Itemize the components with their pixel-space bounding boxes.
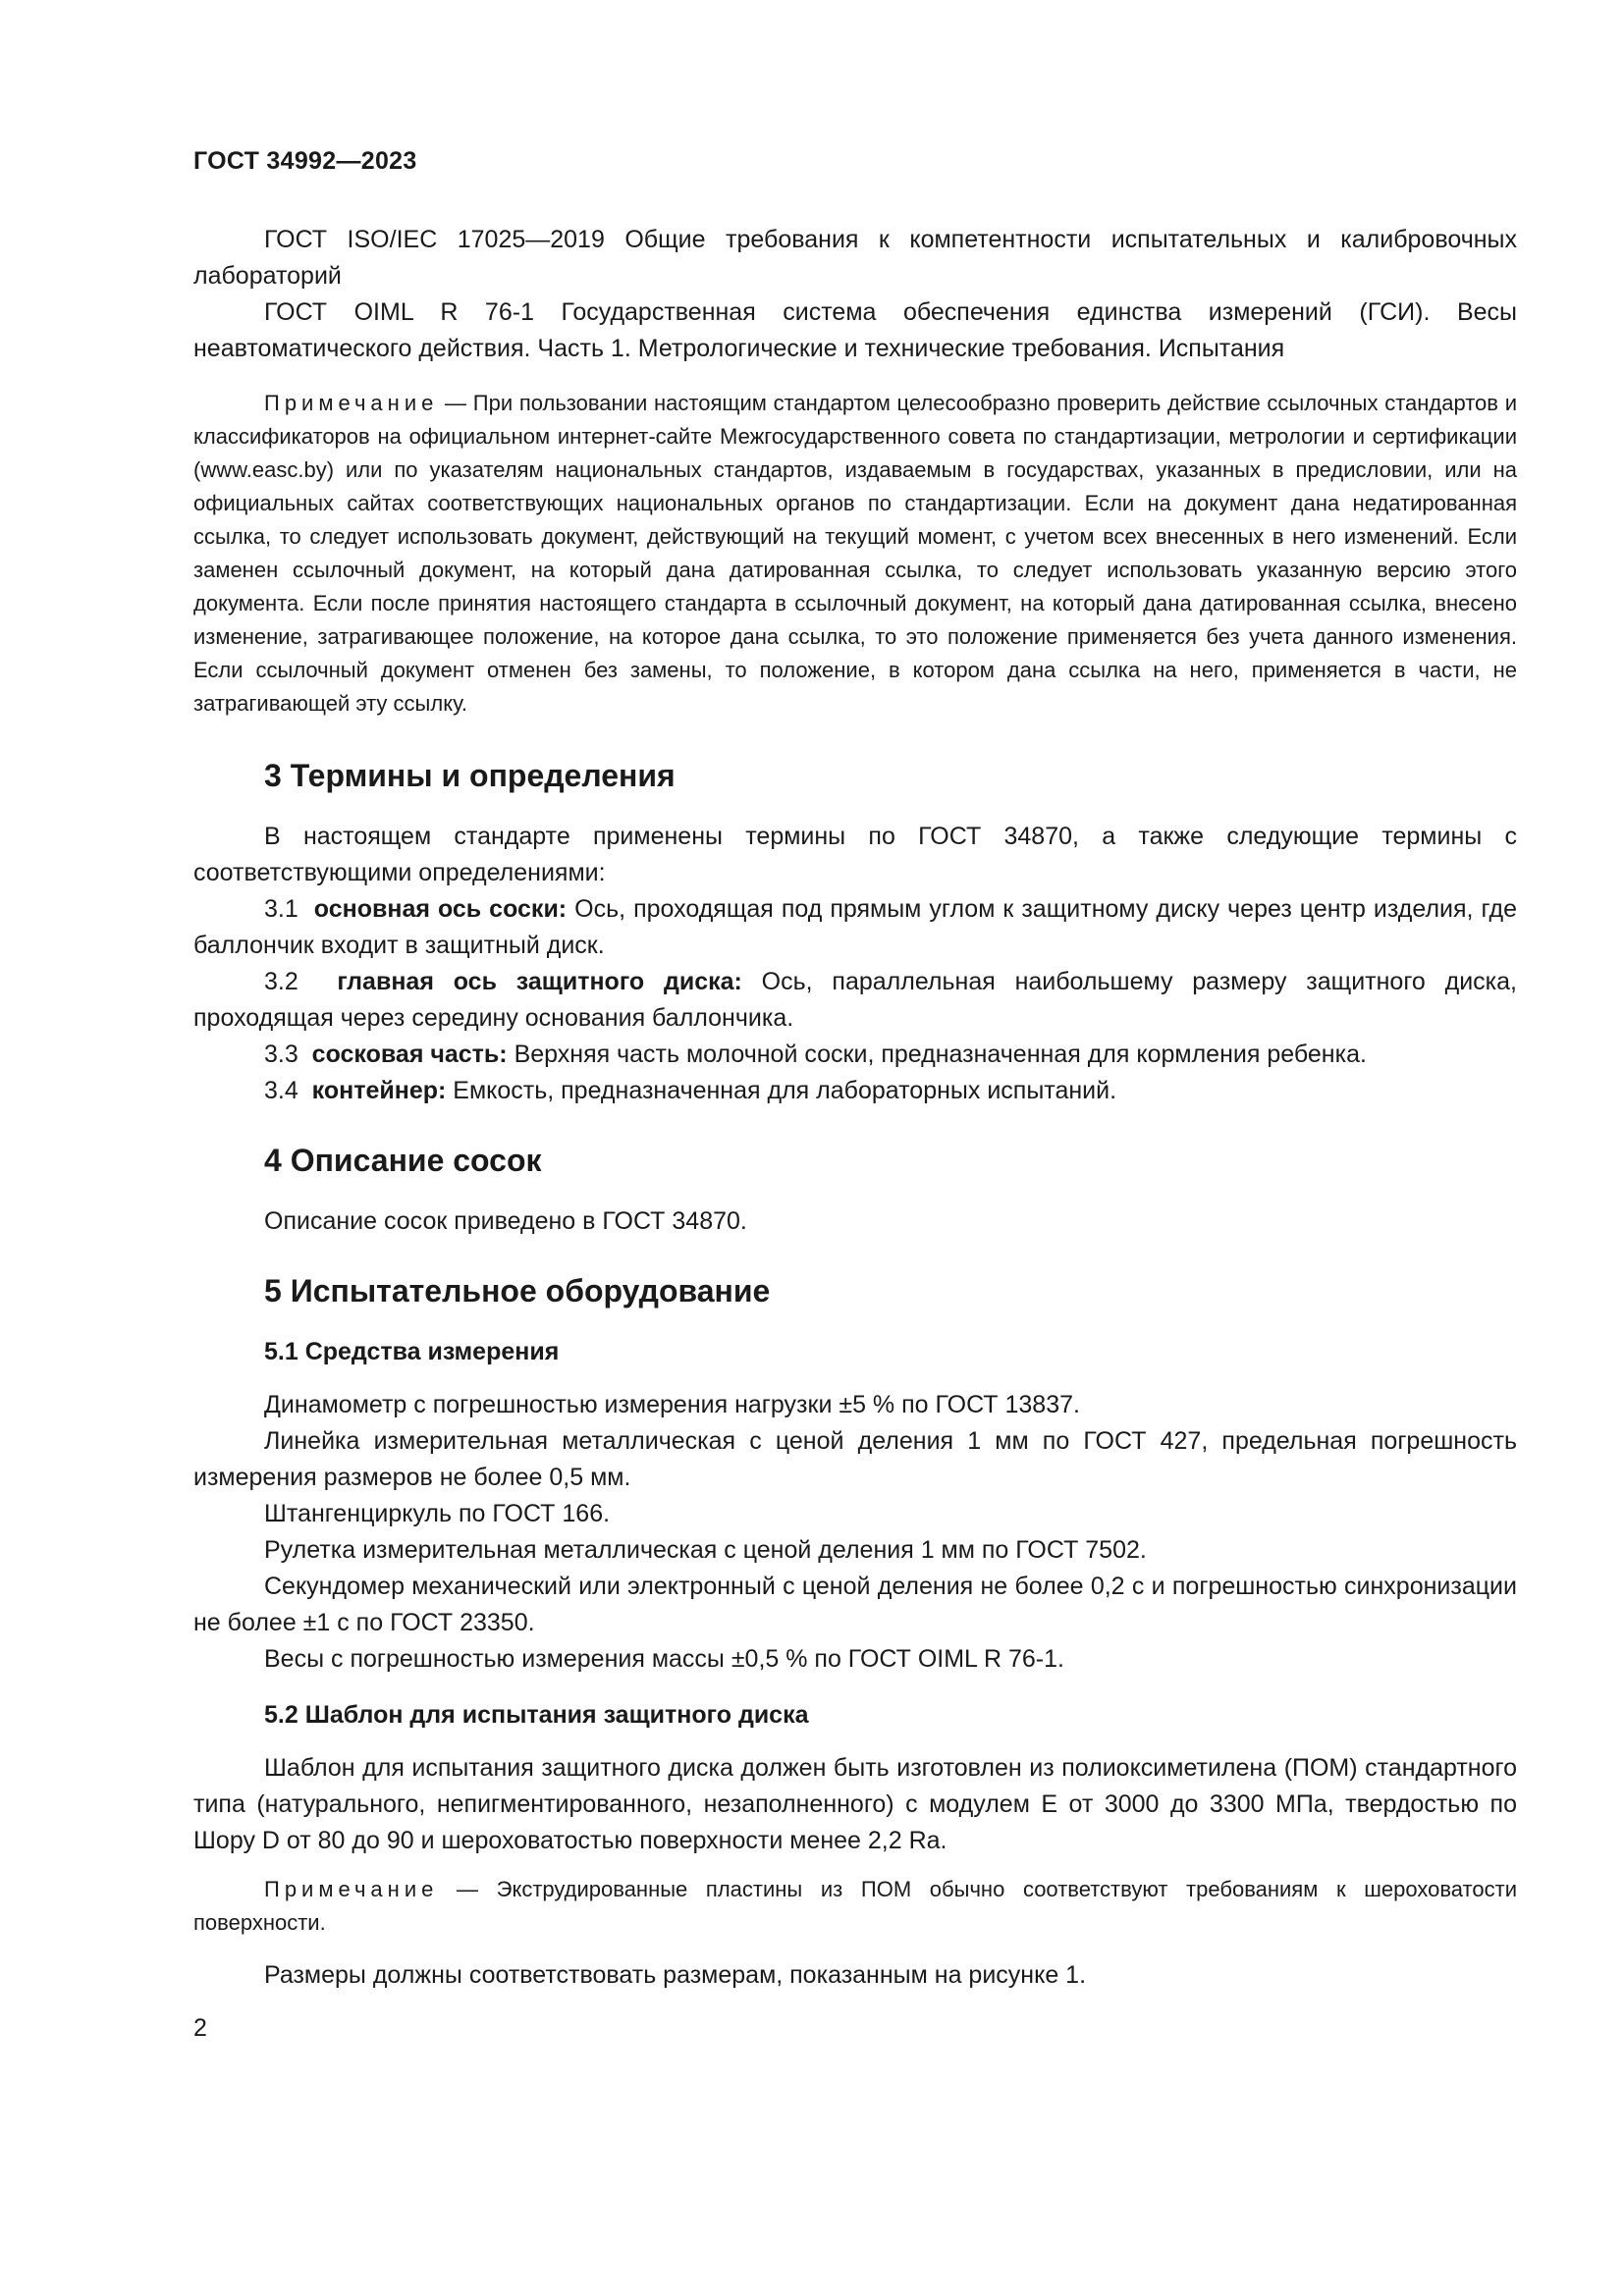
normative-reference: ГОСТ ISO/IEC 17025—2019 Общие требования к компетентности испытательных и калибровочных лабораторий — [193, 226, 1517, 290]
section-heading-5: 5 Испытательное оборудование — [264, 1273, 771, 1308]
normative-reference: ГОСТ OIML R 76-1 Государственная система обеспечения единства измерений (ГСИ). Весы неавтоматического действия. Часть 1. Метрологические и технические требования. Испытания — [193, 298, 1517, 362]
note-label: Примечание — [264, 1877, 439, 1901]
term-text: Ось, проходящая под прямым углом к защитному диску через центр изделия, где баллончик входит в защитный диск. — [193, 895, 1517, 959]
term-number: 3.3 — [264, 1041, 298, 1068]
term-text: Ось, параллельная наибольшему размеру защитного диска, проходящая через середину основания баллончика. — [193, 968, 1517, 1032]
term-definition — [193, 964, 1517, 1037]
section-paragraph: Размеры должны соответствовать размерам, показанным на рисунке 1. — [264, 1961, 1087, 1989]
equipment-item: Линейка измерительная металлическая с ценой деления 1 мм по ГОСТ 427, предельная погрешность измерения размеров не более 0,5 мм. — [193, 1427, 1517, 1491]
note-label: Примечание — [264, 391, 439, 415]
document-body — [193, 222, 1517, 1994]
document-code-header: ГОСТ 34992—2023 — [193, 147, 417, 175]
term-definition — [193, 1037, 1517, 1073]
section-paragraph: Шаблон для испытания защитного диска должен быть изготовлен из полиоксиметилена (ПОМ) стандартного типа (натурального, непигментированного, незаполненного) с модулем E от 3000 до 3300 МПа, твердостью по Шору D от 80 до 90 и шероховатостью поверхности менее 2,2 Ra. — [193, 1754, 1517, 1854]
equipment-item: Весы с погрешностью измерения массы ±0,5 % по ГОСТ OIML R 76-1. — [264, 1645, 1064, 1673]
term-number: 3.1 — [264, 895, 298, 923]
term-name: главная ось защитного диска: — [337, 968, 742, 995]
term-number: 3.2 — [264, 968, 298, 995]
term-definition — [193, 891, 1517, 964]
equipment-item: Секундомер механический или электронный с ценой деления не более 0,2 с и погрешностью синхронизации не более ±1 с по ГОСТ 23350. — [193, 1573, 1517, 1636]
note-text: — Экструдированные пластины из ПОМ обычно соответствуют требованиям к шероховатости поверхности. — [193, 1877, 1517, 1935]
subsection-heading-5-2: 5.2 Шаблон для испытания защитного диска — [264, 1701, 809, 1729]
term-name: сосковая часть: — [311, 1041, 508, 1068]
page-number: 2 — [193, 2014, 207, 2042]
equipment-item: Штангенциркуль по ГОСТ 166. — [264, 1500, 611, 1527]
note-paragraph — [193, 1873, 1517, 1940]
term-name: контейнер: — [311, 1077, 447, 1104]
term-text: Емкость, предназначенная для лабораторных испытаний. — [446, 1077, 1117, 1104]
note-text: — При пользовании настоящим стандартом целесообразно проверить действие ссылочных стандартов и классификаторов на официальном интернет-сайте Межгосударственного совета по стандартизации, метрологии и сертификации (www.easc.by) или по указателям национальных стандартов, издаваемым в государствах, указанных в предисловии, или на официальных сайтах соответствующих национальных органов по стандартизации. Если на документ дана недатированная ссылка, то следует использовать документ, действующий на текущий момент, с учетом всех внесенных в него изменений. Если заменен ссылочный документ, на который дана датированная ссылка, то следует использовать указанную версию этого документа. Если после принятия настоящего стандарта в ссылочный документ, на который дана датированная ссылка, внесено изменение, затрагивающее положение, на которое дана ссылка, то это положение применяется без учета данного изменения. Если ссылочный документ отменен без замены, то положение, в котором дана ссылка на него, применяется в части, не затрагивающей эту ссылку. — [193, 391, 1517, 716]
section-heading-4: 4 Описание сосок — [264, 1143, 542, 1178]
equipment-item: Рулетка измерительная металлическая с ценой деления 1 мм по ГОСТ 7502. — [264, 1536, 1147, 1564]
term-text: Верхняя часть молочной соски, предназначенная для кормления ребенка. — [507, 1041, 1367, 1068]
term-number: 3.4 — [264, 1077, 298, 1104]
note-paragraph — [193, 387, 1517, 721]
section-paragraph: Описание сосок приведено в ГОСТ 34870. — [264, 1207, 747, 1235]
section-heading-3: 3 Термины и определения — [264, 758, 676, 793]
equipment-item: Динамометр с погрешностью измерения нагрузки ±5 % по ГОСТ 13837. — [264, 1391, 1080, 1418]
subsection-heading-5-1: 5.1 Средства измерения — [264, 1338, 560, 1365]
section-intro: В настоящем стандарте применены термины по ГОСТ 34870, а также следующие термины с соответствующими определениями: — [193, 823, 1517, 886]
term-definition — [193, 1073, 1517, 1109]
term-name: основная ось соски: — [313, 895, 568, 923]
